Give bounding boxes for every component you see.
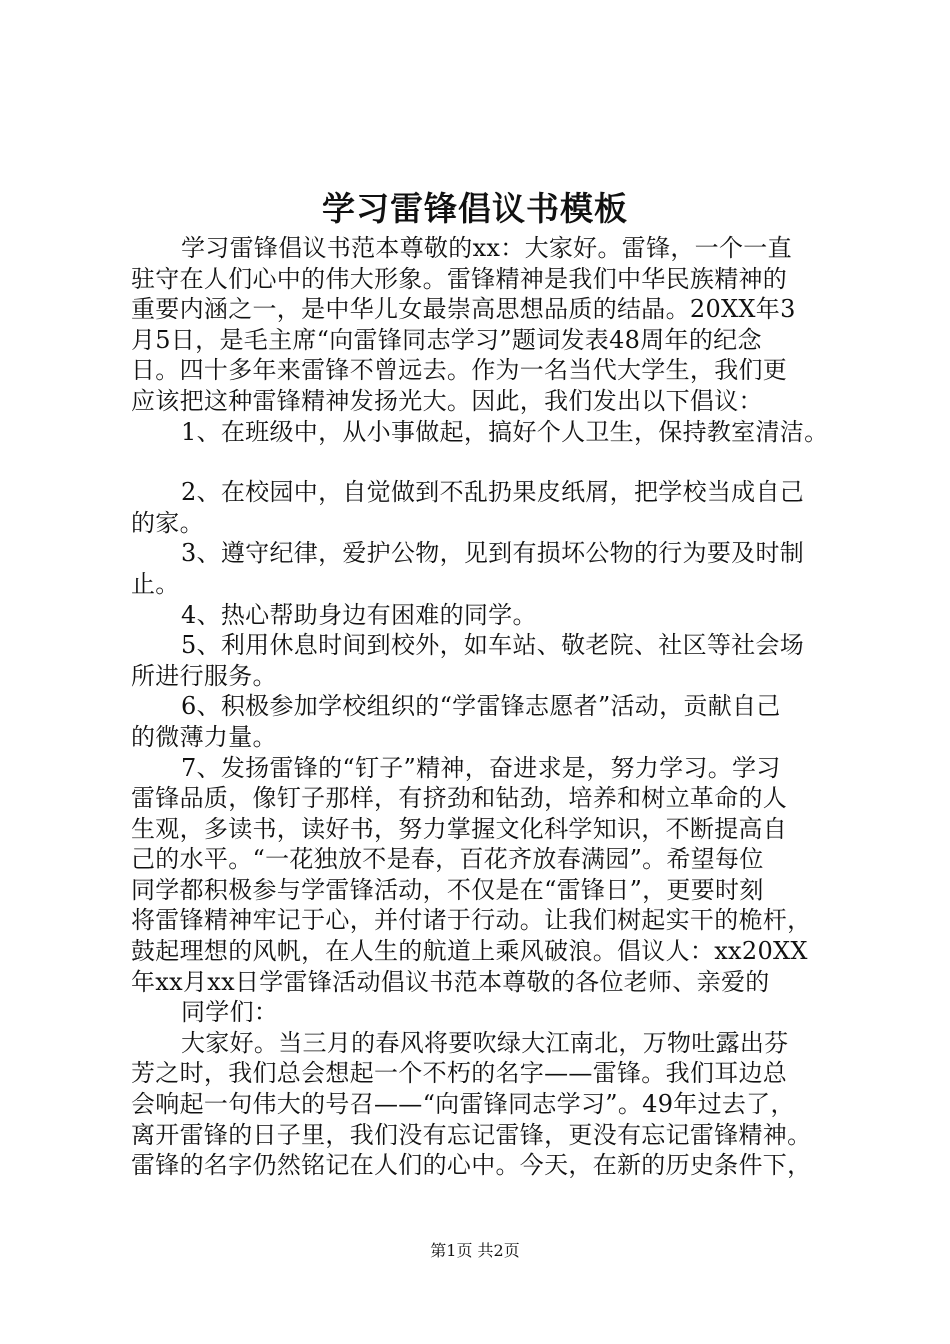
body-line: 应该把这种雷锋精神发扬光大。因此，我们发出以下倡议： bbox=[131, 386, 763, 415]
body-line: 同学都积极参与学雷锋活动，不仅是在“雷锋日”，更要时刻 bbox=[131, 875, 764, 904]
body-line: 3、遵守纪律，爱护公物，见到有损坏公物的行为要及时制 bbox=[181, 539, 805, 568]
body-line: 将雷锋精神牢记于心，并付诸于行动。让我们树起实干的桅杆， bbox=[131, 906, 812, 935]
body-line: 所进行服务。 bbox=[131, 661, 277, 690]
body-line: 离开雷锋的日子里，我们没有忘记雷锋，更没有忘记雷锋精神。 bbox=[131, 1120, 812, 1149]
body-line: 的家。 bbox=[131, 508, 204, 537]
body-line: 雷锋品质，像钉子那样，有挤劲和钻劲，培养和树立革命的人 bbox=[131, 784, 788, 813]
body-line: 己的水平。“一花独放不是春，百花齐放春满园”。希望每位 bbox=[131, 845, 764, 874]
body-line: 6、积极参加学校组织的“学雷锋志愿者”活动，贡献自己 bbox=[181, 692, 781, 721]
body-line: 2、在校园中，自觉做到不乱扔果皮纸屑，把学校当成自己 bbox=[181, 478, 805, 507]
page-footer: 第1页 共2页 bbox=[430, 1241, 520, 1260]
document-body bbox=[131, 233, 831, 1181]
body-line: 鼓起理想的风帆，在人生的航道上乘风破浪。倡议人：xx20XX bbox=[131, 937, 808, 966]
body-line: 年xx月xx日学雷锋活动倡议书范本尊敬的各位老师、亲爱的 bbox=[131, 967, 770, 996]
body-line: 生观，多读书，读好书，努力掌握文化科学知识，不断提高自 bbox=[131, 814, 788, 843]
body-line: 7、发扬雷锋的“钉子”精神，奋进求是，努力学习。学习 bbox=[181, 753, 781, 782]
body-line: 雷锋的名字仍然铭记在人们的心中。今天，在新的历史条件下， bbox=[131, 1151, 812, 1180]
body-line: 会响起一句伟大的号召——“向雷锋同志学习”。49年过去了， bbox=[131, 1090, 795, 1119]
body-line: 1、在班级中，从小事做起，搞好个人卫生，保持教室清洁。 bbox=[181, 417, 829, 446]
body-line: 月5日，是毛主席“向雷锋同志学习”题词发表48周年的纪念 bbox=[131, 325, 762, 354]
document-title: 学习雷锋倡议书模板 bbox=[322, 189, 628, 228]
body-line: 的微薄力量。 bbox=[131, 722, 277, 751]
body-line: 4、热心帮助身边有困难的同学。 bbox=[181, 600, 537, 629]
body-line: 驻守在人们心中的伟大形象。雷锋精神是我们中华民族精神的 bbox=[131, 264, 788, 293]
body-line: 重要内涵之一，是中华儿女最崇高思想品质的结晶。20XX年3 bbox=[131, 295, 796, 324]
body-line: 同学们： bbox=[181, 998, 279, 1027]
blank-line bbox=[131, 447, 831, 477]
body-line: 5、利用休息时间到校外，如车站、敬老院、社区等社会场 bbox=[181, 631, 805, 660]
body-line: 止。 bbox=[131, 569, 180, 598]
body-line: 日。四十多年来雷锋不曾远去。作为一名当代大学生，我们更 bbox=[131, 356, 788, 385]
body-line: 大家好。当三月的春风将要吹绿大江南北，万物吐露出芬 bbox=[181, 1028, 789, 1057]
body-line: 芳之时，我们总会想起一个不朽的名字——雷锋。我们耳边总 bbox=[131, 1059, 788, 1088]
body-line: 学习雷锋倡议书范本尊敬的xx：大家好。雷锋，一个一直 bbox=[181, 234, 792, 262]
